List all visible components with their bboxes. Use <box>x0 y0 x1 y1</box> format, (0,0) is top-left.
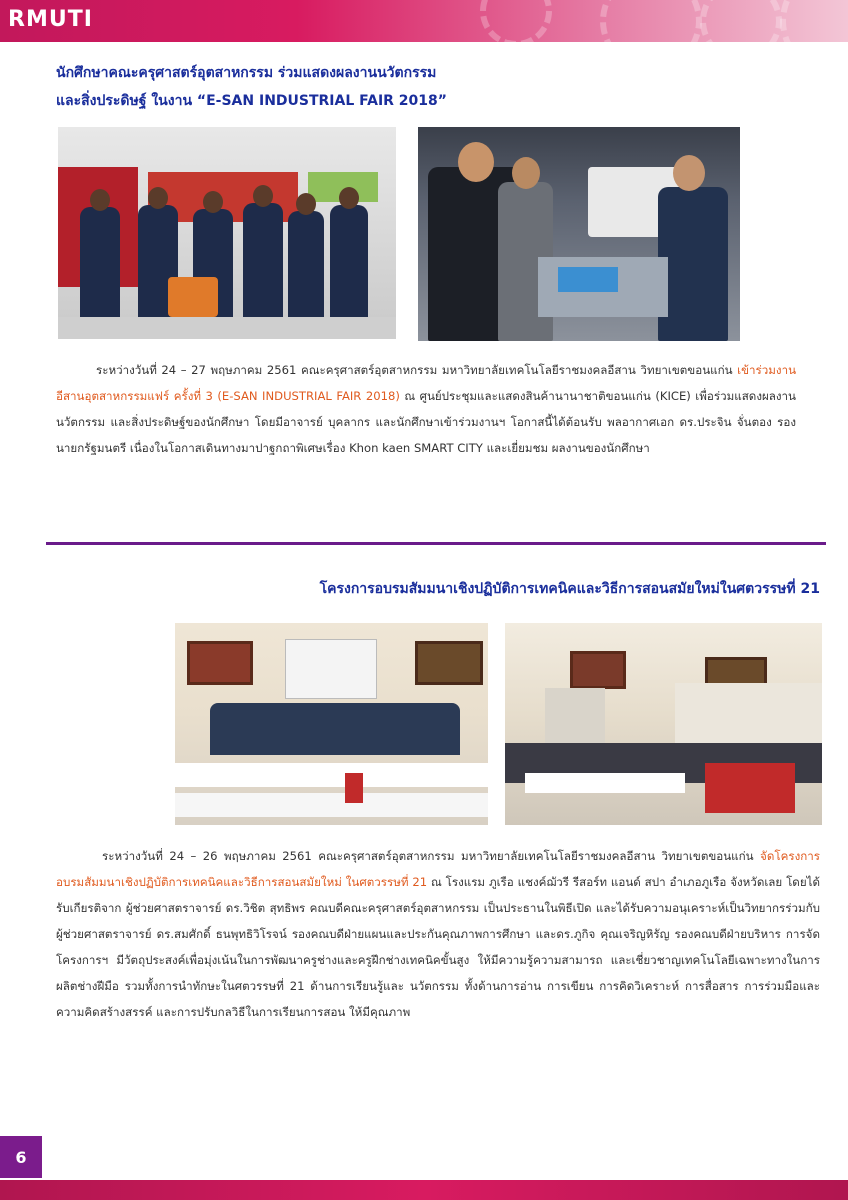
article2-para-text-cont: ณ โรงแรม ภูเรือ แชงค์ฌัวรี รีสอร์ท แอนด์ สปา อำเภอภูเรือ จังหวัดเลย โดยได้รับเกียรติจาก ผู้ช่วยศาสตราจารย์ ดร.วิชิต สุทธิพร คณบดีคณะครุศาสตร์อุตสาหกรรม เป็นประธานในพิธีเปิด และได้รับความอนุเคราะห์เป็นวิทยากรร่วมกับผู้ช่วยศาสตราจารย์ ดร.สมศักดิ์ ธนพุทธิวิโรจน์ รองคณบดีฝ่ายแผนและประกันคุณภาพการศึกษา และดร.ภูกิจ คุณเจริญหิรัญ รองคณบดีฝ่ายบริหาร การจัดโครงการฯ มีวัตถุประสงค์เพื่อมุ่งเน้นในการพัฒนาครูช่างและครูฝึกช่างเทคนิคขั้นสูง ให้มีความรู้ความสามารถ และเชี่ยวชาญเทคโนโลยีเฉพาะทางในการผลิตช่างฝีมือ รวมทั้งการนำทักษะในศตวรรษที่ 21 ด้านการเรียนรู้และ นวัตกรรม ทั้งด้านการอ่าน การเขียน การคิดวิเคราะห์ การสื่อสาร การร่วมมือและความคิดสร้างสรรค์ และการปรับกลวิธีในการเรียนการสอน ให้มีคุณภาพ <box>56 875 820 1019</box>
article1-title-line1: นักศึกษาคณะครุศาสตร์อุตสาหกรรม ร่วมแสดงผลงานนวัตกรรม <box>56 65 437 81</box>
section-divider <box>46 542 826 545</box>
header-band <box>0 0 848 42</box>
footer-band <box>0 1180 848 1200</box>
article2-paragraph <box>56 843 820 1025</box>
article2-para-highlight: จัดโครงการอบรมสัมมนาเชิงปฏิบัติการเทคนิคและวิธีการสอนสมัยใหม่ ในศตวรรษที่ 21 <box>56 849 820 889</box>
logo: RMUTI <box>8 7 93 32</box>
seminar-group-photo <box>175 623 488 825</box>
article1-title-line2: และสิ่งประดิษฐ์ ในงาน “E-SAN INDUSTRIAL FAIR 2018” <box>56 93 447 109</box>
article2-title: โครงการอบรมสัมมนาเชิงปฏิบัติการเทคนิคและวิธีการสอนสมัยใหม่ในศตวรรษที่ 21 <box>319 581 820 597</box>
article1-para-highlight: เข้าร่วมงานอีสานอุตสาหกรรมแฟร์ ครั้งที่ 3 (E-SAN INDUSTRIAL FAIR 2018) <box>56 363 796 403</box>
fair-visit-photo <box>418 127 740 341</box>
article2-para-text: ระหว่างวันที่ 24 – 26 พฤษภาคม 2561 คณะครุศาสตร์อุตสาหกรรม มหาวิทยาลัยเทคโนโลยีราชมงคลอีสาน วิทยาเขตขอนแก่น <box>102 849 761 863</box>
seminar-class-photo <box>505 623 822 825</box>
page-number: 6 <box>0 1136 42 1178</box>
fair-group-photo <box>58 127 396 339</box>
article1-para-text-cont: ณ ศูนย์ประชุมและแสดงสินค้านานาชาติขอนแก่น (KICE) เพื่อร่วมแสดงผลงานนวัตกรรม และสิ่งประดิษฐ์ของนักศึกษา โดยมีอาจารย์ บุคลากร และนักศึกษาเข้าร่วมงานฯ โอกาสนี้ได้ต้อนรับ พลอากาศเอก ดร.ประจิน จั่นตอง รองนายกรัฐมนตรี เนื่องในโอกาสเดินทางมาปาฐกถาพิเศษเรื่อง Khon kaen SMART CITY และเยี่ยมชม ผลงานของนักศึกษา <box>56 389 796 455</box>
article1-para-text: ระหว่างวันที่ 24 – 27 พฤษภาคม 2561 คณะครุศาสตร์อุตสาหกรรม มหาวิทยาลัยเทคโนโลยีราชมงคลอีสาน วิทยาเขตขอนแก่น <box>96 363 738 377</box>
article1-paragraph <box>56 357 796 461</box>
